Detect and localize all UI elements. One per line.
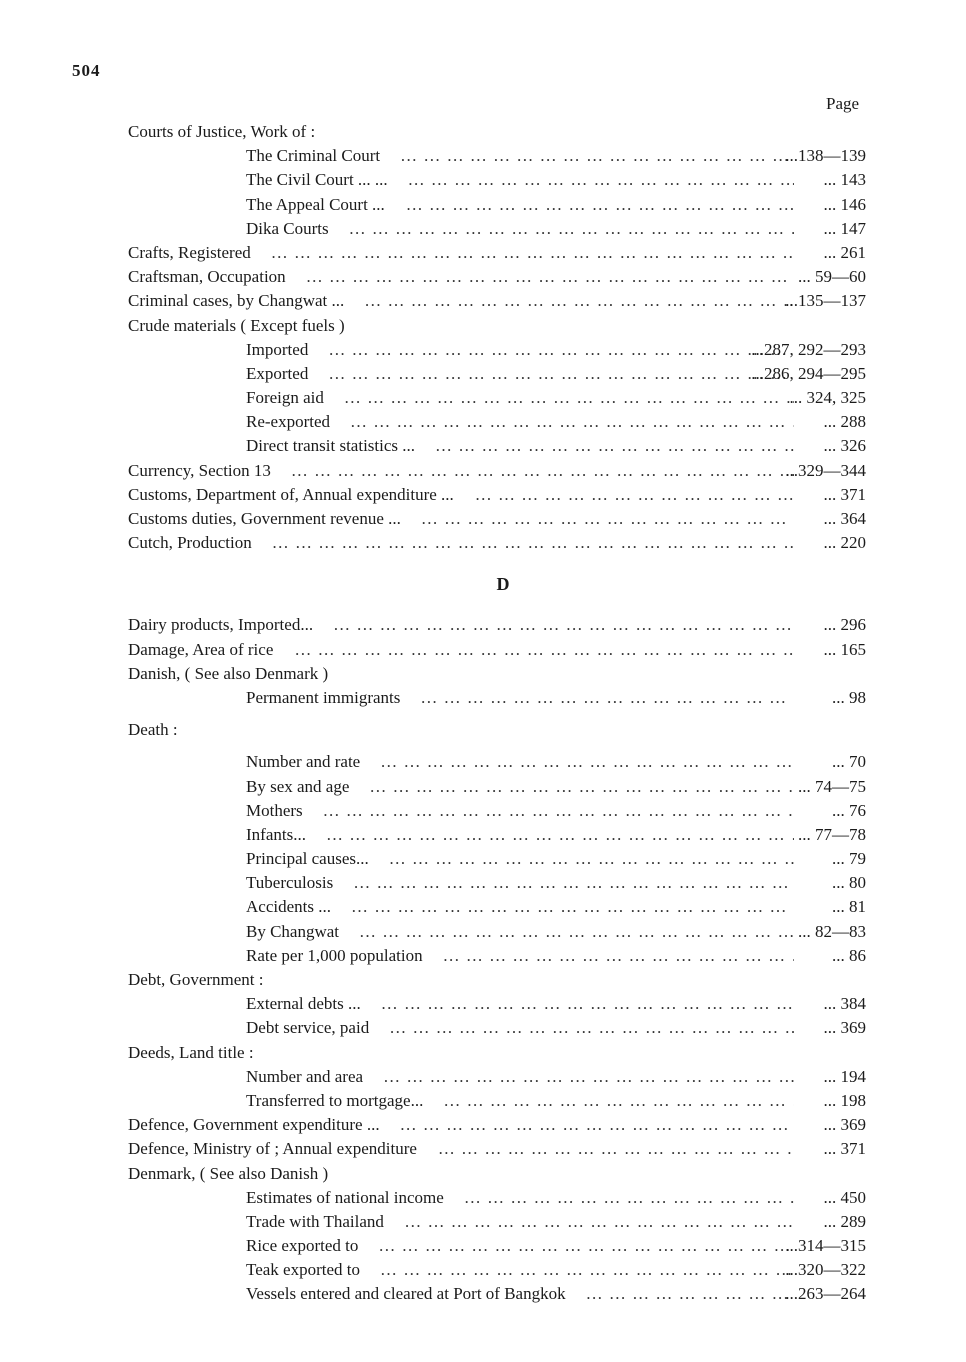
entry-term: Transferred to mortgage... xyxy=(246,1090,424,1110)
entry-term: Number and rate xyxy=(246,752,361,772)
dot-leader xyxy=(406,193,794,217)
dot-leader xyxy=(464,1186,794,1210)
entry-page-ref: ... 146 xyxy=(823,194,866,214)
entry-page-ref: ... 261 xyxy=(823,242,866,262)
dot-leader xyxy=(328,338,794,362)
index-entry xyxy=(0,1137,966,1161)
index-entry xyxy=(0,265,966,289)
dot-leader xyxy=(380,1258,794,1282)
entry-term: Customs duties, Government revenue ... xyxy=(128,509,401,528)
entry-term: Principal causes... xyxy=(246,849,369,869)
entry-term: Debt, Government : xyxy=(128,970,264,989)
index-entry xyxy=(0,459,966,483)
dot-leader xyxy=(443,1089,794,1113)
entry-term: Denmark, ( See also Danish ) xyxy=(128,1163,329,1183)
entry-page-ref: ... 77—78 xyxy=(798,824,866,844)
index-subentry xyxy=(0,944,966,968)
entry-page-ref: ... 326 xyxy=(823,436,866,456)
dot-leader xyxy=(380,750,794,774)
dot-leader xyxy=(350,410,794,434)
index-entry xyxy=(0,531,966,555)
index-subentry xyxy=(0,1089,966,1113)
spacer xyxy=(0,742,966,750)
entry-page-ref: ... 194 xyxy=(823,1066,866,1086)
entry-term: Courts of Justice, Work of : xyxy=(128,122,316,141)
entry-page-ref: ... 220 xyxy=(823,533,866,553)
index-entry xyxy=(0,241,966,265)
index-subentry xyxy=(0,920,966,944)
entry-page-ref: ... 59—60 xyxy=(798,267,866,287)
index-subentry xyxy=(0,1258,966,1282)
entry-page-ref: ...329—344 xyxy=(785,460,866,480)
dot-leader xyxy=(421,507,794,531)
entry-term: External debts ... xyxy=(246,994,361,1014)
dot-leader xyxy=(475,483,794,507)
index-subentry xyxy=(0,1282,966,1306)
entry-page-ref: ...314—315 xyxy=(785,1236,866,1256)
entry-term: The Appeal Court ... xyxy=(246,194,385,214)
index-subentry xyxy=(0,871,966,895)
page-number: 504 xyxy=(72,61,101,80)
entry-page-ref: ... 288 xyxy=(823,412,866,432)
index-subentry xyxy=(0,168,966,192)
entry-term: Customs, Department of, Annual expenditure ... xyxy=(128,484,454,504)
entry-term: Criminal cases, by Changwat ... xyxy=(128,291,345,311)
entry-term: Debt service, paid xyxy=(246,1018,370,1038)
index-section-d xyxy=(0,613,966,1306)
entry-page-ref: ... 86 xyxy=(832,945,866,965)
dot-leader xyxy=(381,992,794,1016)
dot-leader xyxy=(328,362,794,386)
entry-term: Crafts, Registered xyxy=(128,242,251,262)
entry-term: Exported xyxy=(246,363,309,383)
entry-page-ref: ... 165 xyxy=(823,639,866,659)
entry-term: Permanent immigrants xyxy=(246,687,401,707)
index-subentry xyxy=(0,823,966,847)
index-entry xyxy=(0,289,966,313)
entry-page-ref: ...135—137 xyxy=(785,291,866,311)
dot-leader xyxy=(586,1282,794,1306)
entry-term: Deeds, Land title : xyxy=(128,1042,254,1062)
entry-term: Death : xyxy=(128,720,178,740)
entry-term: The Criminal Court xyxy=(246,146,381,166)
dot-leader xyxy=(400,1113,794,1137)
entry-term: Danish, ( See also Denmark ) xyxy=(128,663,329,683)
dot-leader xyxy=(408,168,794,192)
page-column-header: Page xyxy=(826,94,860,113)
entry-page-ref: ... 79 xyxy=(832,849,866,869)
entry-term: Trade with Thailand xyxy=(246,1211,384,1231)
dot-leader xyxy=(383,1065,794,1089)
dot-leader xyxy=(353,871,794,895)
entry-page-ref: ...138—139 xyxy=(785,146,866,166)
index-entry xyxy=(0,1113,966,1137)
index-subentry xyxy=(0,1186,966,1210)
entry-term: Vessels entered and cleared at Port of Bangkok xyxy=(246,1284,566,1304)
dot-leader xyxy=(400,144,794,168)
entry-term: Rice exported to xyxy=(246,1236,359,1256)
entry-term: Mothers xyxy=(246,800,303,820)
entry-page-ref: ... 296 xyxy=(823,615,866,635)
entry-page-ref: ...320—322 xyxy=(785,1260,866,1280)
index-entry xyxy=(0,1041,966,1065)
index-entry xyxy=(0,120,966,144)
entry-term: Tuberculosis xyxy=(246,873,334,893)
entry-page-ref: ... 70 xyxy=(832,752,866,772)
dot-leader xyxy=(294,638,794,662)
entry-page-ref: ... 450 xyxy=(823,1187,866,1207)
dot-leader xyxy=(333,613,794,637)
entry-term: Foreign aid xyxy=(246,388,324,408)
index-subentry xyxy=(0,992,966,1016)
index-entry xyxy=(0,968,966,992)
index-subentry xyxy=(0,193,966,217)
index-subentry xyxy=(0,686,966,710)
entry-term: Damage, Area of rice xyxy=(128,639,274,659)
entry-term: Craftsman, Occupation xyxy=(128,267,286,287)
entry-term: Imported xyxy=(246,339,309,359)
index-entry xyxy=(0,613,966,637)
entry-term: Cutch, Production xyxy=(128,533,252,553)
index-entry xyxy=(0,662,966,686)
entry-page-ref: ... 371 xyxy=(823,1139,866,1159)
index-subentry xyxy=(0,338,966,362)
index-list xyxy=(0,120,966,1307)
entry-page-ref: ... 80 xyxy=(832,873,866,893)
index-entry xyxy=(0,718,966,742)
index-subentry xyxy=(0,750,966,774)
entry-page-ref: ... 369 xyxy=(823,1018,866,1038)
index-subentry xyxy=(0,386,966,410)
index-subentry xyxy=(0,1234,966,1258)
dot-leader xyxy=(438,1137,794,1161)
entry-page-ref: ... 76 xyxy=(832,800,866,820)
entry-term: By Changwat xyxy=(246,921,340,941)
dot-leader xyxy=(291,459,794,483)
index-subentry xyxy=(0,895,966,919)
dot-leader xyxy=(389,1016,794,1040)
dot-leader xyxy=(443,944,794,968)
index-subentry xyxy=(0,434,966,458)
index-entry xyxy=(0,507,966,531)
entry-term: Currency, Section 13 xyxy=(128,460,271,480)
dot-leader xyxy=(378,1234,794,1258)
entry-term: Defence, Ministry of ; Annual expenditure xyxy=(128,1139,417,1159)
entry-term: Crude materials ( Except fuels ) xyxy=(128,315,345,335)
dot-leader xyxy=(271,241,794,265)
entry-term: Infants... xyxy=(246,824,306,844)
dot-leader xyxy=(326,823,794,847)
index-subentry xyxy=(0,847,966,871)
entry-page-ref: ... 324, 325 xyxy=(789,388,866,408)
index-entry xyxy=(0,638,966,662)
entry-term: Direct transit statistics ... xyxy=(246,436,416,456)
entry-term: By sex and age xyxy=(246,776,350,796)
entry-page-ref: ... 147 xyxy=(823,218,866,238)
index-subentry xyxy=(0,799,966,823)
entry-page-ref: ... 364 xyxy=(823,509,866,528)
entry-term: Estimates of national income xyxy=(246,1187,444,1207)
entry-page-ref: ... 82—83 xyxy=(798,921,866,941)
index-entry xyxy=(0,314,966,338)
entry-term: Re-exported xyxy=(246,412,331,432)
dot-leader xyxy=(359,920,794,944)
dot-leader xyxy=(404,1210,794,1234)
dot-leader xyxy=(435,434,794,458)
index-subentry xyxy=(0,144,966,168)
entry-page-ref: ...263—264 xyxy=(785,1284,866,1304)
spacer xyxy=(0,710,966,718)
index-section-c xyxy=(0,120,966,555)
entry-page-ref: ... 143 xyxy=(823,170,866,190)
entry-term: Number and area xyxy=(246,1066,364,1086)
dot-leader xyxy=(420,686,794,710)
entry-page-ref: ... 289 xyxy=(823,1211,866,1231)
entry-term: Rate per 1,000 population xyxy=(246,945,423,965)
entry-page-ref: ... 384 xyxy=(823,994,866,1014)
entry-page-ref: ... 198 xyxy=(823,1090,866,1110)
entry-term: The Civil Court ... ... xyxy=(246,170,388,190)
dot-leader xyxy=(369,775,794,799)
entry-term: Teak exported to xyxy=(246,1260,360,1280)
dot-leader xyxy=(351,895,794,919)
entry-term: Accidents ... xyxy=(246,897,331,917)
dot-leader xyxy=(272,531,794,555)
index-subentry xyxy=(0,775,966,799)
entry-page-ref: ...286, 294—295 xyxy=(751,363,866,383)
entry-page-ref: ... 98 xyxy=(832,687,866,707)
dot-leader xyxy=(349,217,794,241)
index-subentry xyxy=(0,1016,966,1040)
index-subentry xyxy=(0,410,966,434)
entry-page-ref: ...287, 292—293 xyxy=(751,339,866,359)
index-subentry xyxy=(0,217,966,241)
dot-leader xyxy=(306,265,794,289)
index-entry xyxy=(0,483,966,507)
entry-term: Dika Courts xyxy=(246,218,329,238)
entry-page-ref: ... 369 xyxy=(823,1115,866,1135)
entry-term: Defence, Government expenditure ... xyxy=(128,1115,380,1135)
section-letter-d: D xyxy=(496,574,510,595)
dot-leader xyxy=(344,386,794,410)
dot-leader xyxy=(323,799,794,823)
index-entry xyxy=(0,1162,966,1186)
index-subentry xyxy=(0,1065,966,1089)
index-subentry xyxy=(0,362,966,386)
entry-page-ref: ... 371 xyxy=(823,484,866,504)
index-subentry xyxy=(0,1210,966,1234)
dot-leader xyxy=(364,289,794,313)
entry-term: Dairy products, Imported... xyxy=(128,615,314,635)
entry-page-ref: ... 81 xyxy=(832,897,866,917)
entry-page-ref: ... 74—75 xyxy=(798,776,866,796)
dot-leader xyxy=(389,847,794,871)
